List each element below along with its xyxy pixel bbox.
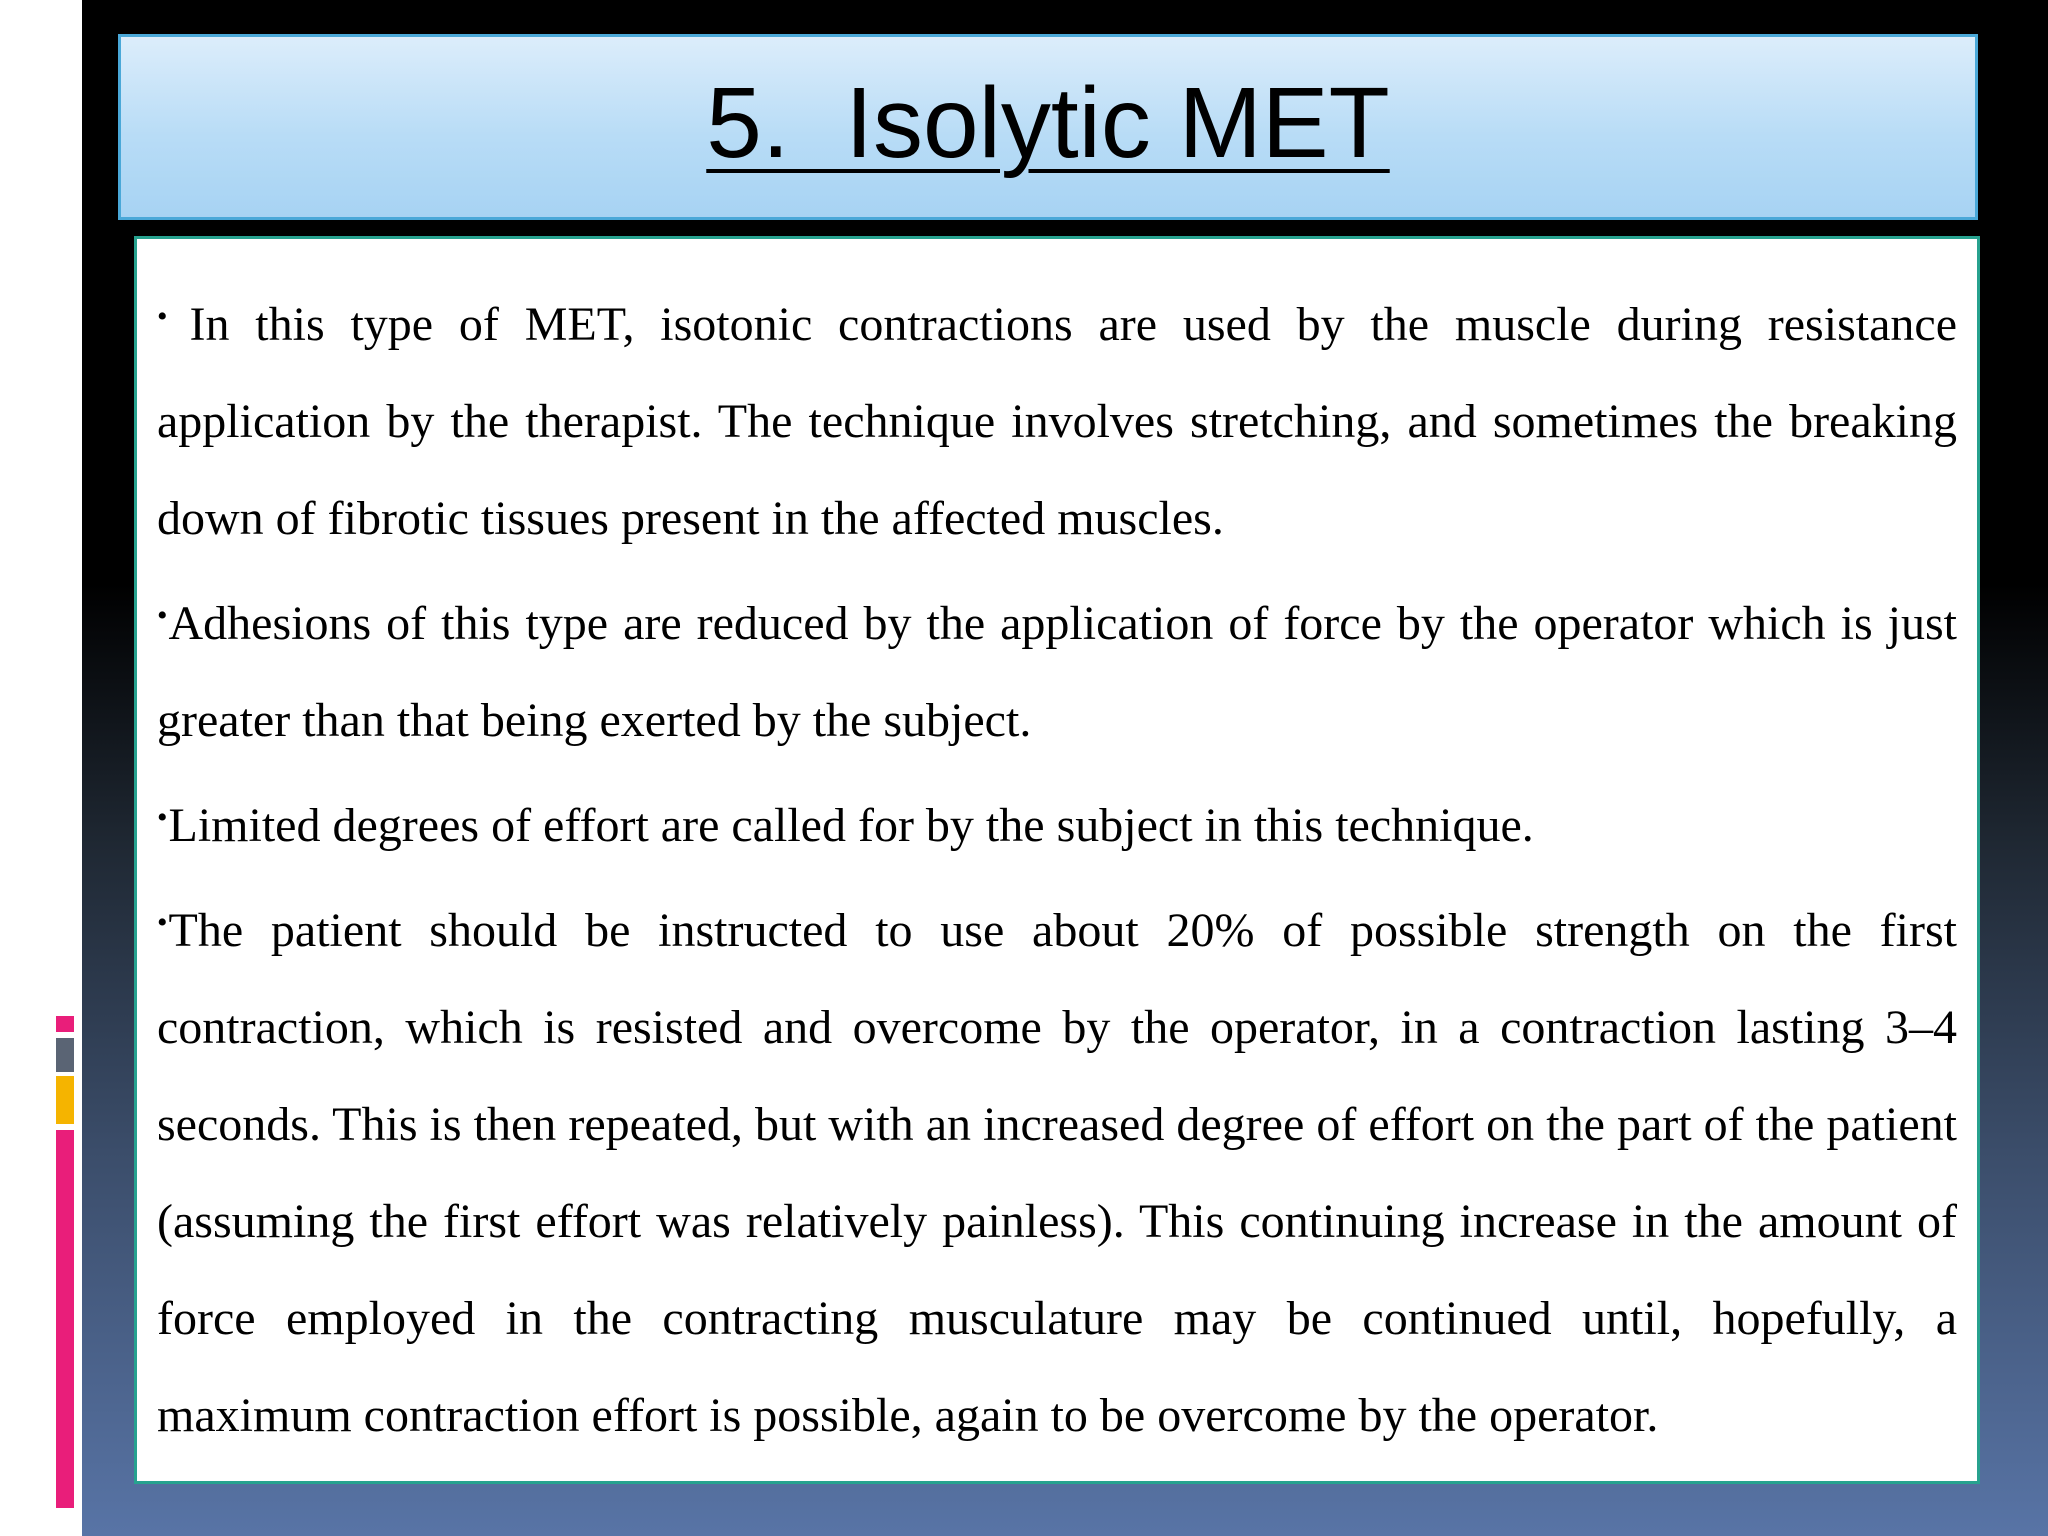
bullet-icon: •	[157, 599, 168, 632]
slide-title: 5. Isolytic MET	[706, 67, 1390, 179]
paragraph-4	[157, 874, 1957, 1464]
paragraph-text: The patient should be instructed to use about 20% of possible strength on the first contraction, which is resisted and overcome by the operator, in a contraction lasting 3–4 seconds. This is then repeated, but with an increased degree of effort on the part of the patient (assuming the first effort was relatively painless). This continuing increase in the amount of force employed in the contracting musculature may be continued until, hopefully, a maximum contraction effort is possible, again to be overcome by the operator.	[157, 904, 1957, 1442]
paragraph-text: Adhesions of this type are reduced by the application of force by the operator which is just greater than that being exerted by the subject.	[157, 597, 1957, 747]
bullet-icon: •	[157, 906, 168, 939]
accent-bar-gray	[56, 1038, 74, 1072]
accent-bar-pink	[56, 1130, 74, 1508]
paragraph-text: Limited degrees of effort are called for by the subject in this technique.	[168, 799, 1534, 852]
paragraph-3	[157, 769, 1957, 874]
slide-body	[157, 268, 1957, 1464]
bullet-icon: •	[157, 300, 168, 333]
content-box	[134, 236, 1980, 1484]
paragraph-1	[157, 268, 1957, 567]
decorative-lines	[48, 178, 82, 234]
bullet-icon: •	[157, 801, 168, 834]
paragraph-text: In this type of MET, isotonic contractions are used by the muscle during resistance application by the therapist. The technique involves stretching, and sometimes the breaking down of fibrotic tissues present in the affected muscles.	[157, 298, 1957, 545]
accent-bar-yellow	[56, 1076, 74, 1124]
paragraph-2	[157, 567, 1957, 769]
accent-bar-pink-top	[56, 1016, 74, 1032]
title-box	[118, 34, 1978, 220]
